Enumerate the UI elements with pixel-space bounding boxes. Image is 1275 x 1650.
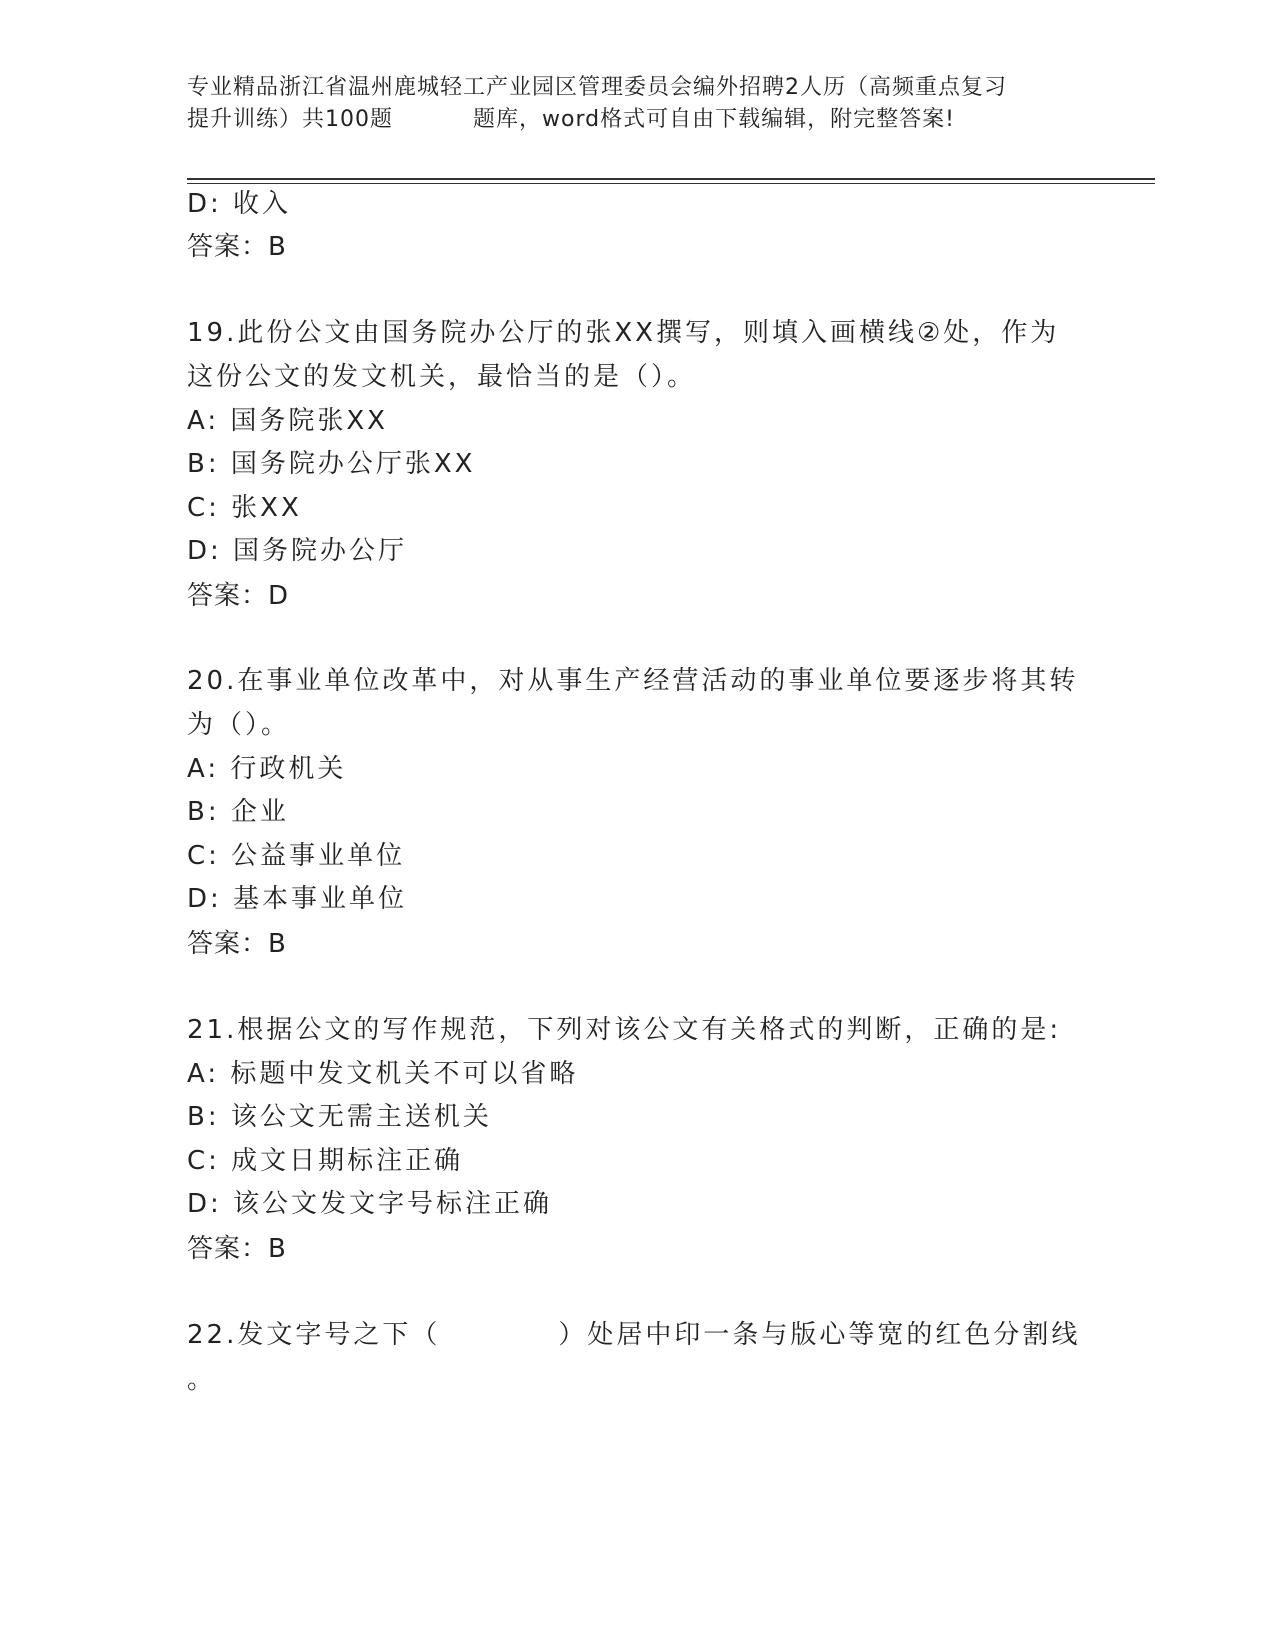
q19-option-c: C: 张XX [187,493,302,523]
q19-option-d: D: 国务院办公厅 [187,536,408,566]
q21-option-c: C: 成文日期标注正确 [187,1146,464,1176]
q20-stem-line-2: 为（）。 [187,710,291,740]
q19-answer: 答案：D [187,581,290,611]
header-line-2 [187,104,1087,136]
q20-stem-line-1: 20.在事业单位改革中，对从事生产经营活动的事业单位要逐步将其转 [187,666,1079,696]
header-divider-thick [187,178,1155,180]
header-line-2-part-b: 题库，word格式可自由下载编辑，附完整答案! [473,107,955,132]
header-line-1: 专业精品浙江省温州鹿城轻工产业园区管理委员会编外招聘2人历（高频重点复习 [187,75,1007,100]
q19-option-b: B: 国务院办公厅张XX [187,449,476,479]
q21-answer: 答案：B [187,1234,287,1264]
header-divider-thin [187,183,1155,184]
q22-stem-line-1 [187,1317,1080,1353]
q21-stem-line-1: 21.根据公文的写作规范，下列对该公文有关格式的判断，正确的是: [187,1015,1062,1045]
q22-stem-part-b: ）处居中印一条与版心等宽的红色分割线 [558,1320,1081,1350]
q20-option-c: C: 公益事业单位 [187,841,406,871]
q21-option-d: D: 该公文发文字号标注正确 [187,1189,553,1219]
q19-stem-line-1: 19.此份公文由国务院办公厅的张XX撰写，则填入画横线②处，作为 [187,318,1060,348]
q18-option-d: D: 收入 [187,189,292,219]
q20-option-d: D: 基本事业单位 [187,884,408,914]
q21-option-a: A: 标题中发文机关不可以省略 [187,1059,579,1089]
q18-answer: 答案：B [187,232,287,262]
q20-option-b: B: 企业 [187,797,289,827]
page-header [187,72,1087,136]
q20-option-a: A: 行政机关 [187,754,347,784]
q22-stem-line-2: 。 [187,1365,217,1395]
q19-option-a: A: 国务院张XX [187,406,388,436]
q21-option-b: B: 该公文无需主送机关 [187,1102,492,1132]
header-line-2-part-a: 提升训练）共100题 [187,107,393,132]
q22-stem-part-a: 22.发文字号之下（ [187,1320,441,1350]
q20-answer: 答案：B [187,929,287,959]
q19-stem-line-2: 这份公文的发文机关，最恰当的是（）。 [187,362,697,392]
